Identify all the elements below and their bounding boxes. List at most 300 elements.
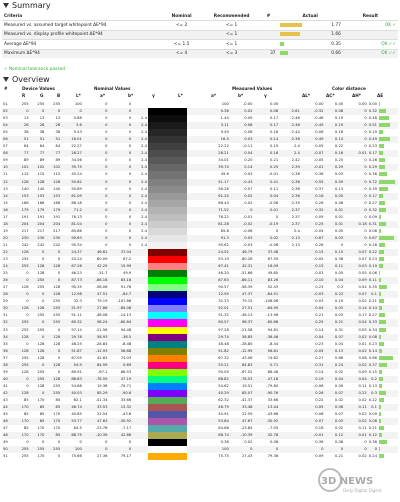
- cell-meas-l: 40.91: [218, 412, 229, 417]
- cell-r: 255: [21, 102, 29, 107]
- color-swatch: [148, 327, 187, 334]
- cell-meas-gamma: [279, 298, 301, 305]
- cell-dc: 0.03: [324, 235, 344, 242]
- cell-nom-b: 56.68: [109, 348, 133, 355]
- delta-bar: [379, 405, 381, 409]
- cell-meas-l: 32.33: [218, 299, 229, 304]
- overview-subheaders: [2, 93, 398, 100]
- cell-meas-l: 53.19: [218, 257, 229, 262]
- delta-bar: [379, 384, 382, 388]
- cell-meas-l: 91.3: [187, 235, 230, 242]
- cell-dh: 0.01: [344, 432, 368, 439]
- delta-bar: [379, 144, 384, 148]
- cell-meas-gamma: 2.13: [291, 242, 300, 247]
- cell-meas-gamma: [279, 348, 301, 355]
- cell-g: 255: [37, 285, 45, 290]
- cell-meas-a: 22.59: [241, 412, 253, 417]
- color-swatch: [148, 221, 187, 228]
- cell-dl: 0.19: [301, 376, 325, 383]
- cell-id: 41: [3, 383, 8, 388]
- color-swatch: [148, 150, 187, 157]
- delta-bar: [379, 243, 385, 247]
- delta-bar-cell: [378, 256, 398, 263]
- cell-nom-gamma: [132, 446, 148, 453]
- cell-g: 255: [30, 446, 46, 453]
- table-row: [2, 193, 398, 200]
- cell-nom-gamma: [132, 108, 148, 115]
- cell-dh: 0.05: [358, 327, 367, 332]
- cell-id: 23: [3, 257, 8, 262]
- subheader-5: b*: [128, 93, 134, 98]
- cell-r: 255: [21, 454, 29, 459]
- delta-bar: [379, 285, 387, 289]
- cell-b: 77: [45, 150, 61, 157]
- delta-bar: [379, 208, 386, 212]
- color-swatch: [148, 362, 187, 369]
- delta-bar-cell: [378, 425, 398, 432]
- delta-bar: [379, 201, 385, 205]
- cell-meas-b: 0.11: [269, 186, 279, 191]
- delta-bar-cell: [378, 122, 398, 129]
- cell-nom-gamma: [132, 298, 148, 305]
- cell-meas-b: 33.66: [267, 397, 279, 402]
- cell-nom-b: 0: [128, 102, 132, 107]
- cell-meas-a: 0.20: [244, 158, 253, 163]
- cell-nom-gamma: [132, 319, 148, 326]
- cell-nom-gamma: [132, 376, 148, 383]
- subheader-2: B: [57, 93, 61, 98]
- cell-id: 24: [2, 263, 14, 270]
- cell-nom-l: 9.43: [73, 130, 82, 135]
- cell-meas-a: -0.11: [242, 144, 253, 149]
- delta-bar-cell: [378, 284, 398, 291]
- cell-dl: 0.49: [301, 136, 325, 143]
- delta-bar: [379, 398, 384, 402]
- cell-de: 0.08: [368, 418, 378, 425]
- cell-nom-gamma: 2.4: [141, 172, 147, 177]
- cell-dl: -0.06: [313, 383, 324, 388]
- cell-nom-a: 0: [83, 221, 109, 228]
- cell-meas-b: 0.71: [254, 362, 280, 369]
- cell-dc: 0.09: [334, 383, 344, 388]
- cell-r: 166: [21, 200, 29, 205]
- color-swatch: [148, 164, 187, 171]
- cell-dl: -0.05: [313, 257, 324, 262]
- cell-meas-gamma: 2.46: [279, 122, 301, 129]
- cell-dc: 0.01: [324, 221, 344, 228]
- cell-meas-gamma: [279, 270, 301, 277]
- cell-meas-gamma: 2.37: [279, 207, 301, 214]
- cell-b: 230: [45, 235, 61, 242]
- cell-id: 04: [2, 122, 14, 129]
- color-swatch: [148, 270, 187, 277]
- subheader-10: γ: [264, 93, 267, 98]
- cell-r: 115: [21, 172, 29, 177]
- table-row: [2, 362, 398, 369]
- summary-heading[interactable]: Summary: [3, 1, 51, 10]
- cell-meas-a: -41.37: [240, 397, 253, 402]
- cell-meas-l: 67.41: [187, 263, 230, 270]
- cell-nom-gamma: [132, 404, 148, 411]
- table-row: [2, 418, 398, 425]
- cell-de: 0.67: [368, 235, 378, 242]
- cell-dl: -0.05: [313, 228, 324, 233]
- cell-meas-b: -0.19: [254, 221, 280, 228]
- cell-b: 170: [45, 418, 61, 425]
- cell-meas-b: 86.46: [267, 369, 279, 374]
- cell-nom-l: 88.63: [61, 376, 83, 383]
- cell-g: 0: [42, 299, 45, 304]
- cell-id: 46: [2, 418, 14, 425]
- cell-dc: 0.05: [334, 271, 344, 276]
- cell-dl: 0.05: [301, 404, 325, 411]
- cell-nom-gamma: 2.4: [132, 221, 148, 228]
- cell-nom-b: 42.66: [109, 432, 133, 439]
- cell-meas-gamma: [279, 263, 301, 270]
- cell-nom-b: -79.71: [119, 383, 132, 388]
- cell-meas-b: 52.43: [267, 285, 279, 290]
- color-swatch: [148, 235, 187, 242]
- cell-meas-l: 46.79: [187, 404, 230, 411]
- color-swatch: [148, 334, 187, 341]
- cell-nom-b: 0: [109, 207, 133, 214]
- summary-result: OK ✓: [343, 21, 398, 31]
- cell-nom-b: 86.53: [120, 369, 132, 374]
- cell-g: 255: [37, 369, 45, 374]
- delta-bar-cell: [378, 312, 398, 319]
- cell-nom-gamma: 2.4: [132, 193, 148, 200]
- color-swatch: [148, 376, 187, 383]
- cell-nom-l: 97.14: [71, 327, 82, 332]
- cell-de: 0.11: [368, 277, 378, 284]
- delta-bar-cell: [378, 200, 398, 207]
- cell-de: 0.21: [368, 299, 377, 304]
- cell-meas-a: 79.15: [241, 299, 253, 304]
- cell-dc: 0.02: [334, 426, 344, 431]
- cell-r: 128: [14, 390, 30, 397]
- cell-meas-a: 0: [230, 207, 254, 214]
- cell-meas-a: -0.03: [242, 242, 253, 247]
- delta-bar: [379, 165, 385, 169]
- cell-dh: 0: [344, 446, 368, 453]
- cell-de: 0.15: [368, 369, 377, 374]
- summary-row: [2, 40, 398, 50]
- cell-nom-gamma: [132, 397, 148, 404]
- color-swatch: [148, 432, 187, 439]
- cell-meas-l: 1.44: [220, 116, 229, 121]
- cell-dc: 0.59: [324, 179, 344, 186]
- cell-dl: 0.18: [315, 426, 324, 431]
- cell-nom-gamma: [132, 291, 148, 298]
- cell-g: 64: [39, 144, 45, 149]
- tolerance-note: ✓ Nominal tolerance passed: [4, 67, 65, 72]
- summary-recommended: <= 3: [204, 49, 259, 58]
- table-row: [2, 108, 398, 115]
- cell-g: 115: [37, 172, 45, 177]
- cell-b: 255: [45, 319, 61, 326]
- cell-b: 85: [45, 404, 61, 411]
- summary-criteria: Average ΔE*94: [2, 40, 159, 50]
- cell-g: 102: [30, 164, 46, 171]
- cell-meas-b: 83.26: [254, 277, 280, 284]
- cell-b: 255: [53, 299, 61, 304]
- color-swatch: [148, 305, 187, 312]
- cell-meas-a: -23.84: [240, 426, 253, 431]
- table-row: [2, 397, 398, 404]
- cell-dh: 0: [364, 214, 367, 219]
- cell-meas-l: 95.62: [218, 242, 229, 247]
- color-swatch: [148, 291, 187, 298]
- cell-meas-gamma: 2.13: [279, 235, 301, 242]
- cell-nom-b: -65.08: [109, 305, 133, 312]
- delta-bar: [379, 433, 382, 437]
- cell-g: 191: [37, 214, 45, 219]
- cell-meas-gamma: [279, 277, 301, 284]
- cell-meas-b: -0.06: [268, 200, 279, 205]
- cell-nom-a: 79.19: [96, 299, 108, 304]
- cell-nom-l: 46.23: [71, 271, 82, 276]
- cell-meas-b: 0.16: [254, 150, 280, 157]
- cell-nom-l: 54.9: [61, 362, 83, 369]
- cell-nom-b: 0: [109, 136, 133, 143]
- cell-nom-l: 85.86: [71, 228, 82, 233]
- cell-nom-gamma: [132, 411, 148, 418]
- summary-actual-bar: [280, 32, 300, 36]
- cell-dh: 0: [344, 207, 368, 214]
- cell-nom-l: 34.06: [71, 158, 82, 163]
- color-swatch: [148, 390, 187, 397]
- cell-nom-l: 91.11: [71, 313, 82, 318]
- cell-nom-b: -14.13: [119, 313, 132, 318]
- delta-bar: [379, 215, 381, 219]
- cell-de: 0.12: [368, 432, 378, 439]
- cell-b: 128: [45, 291, 61, 298]
- cell-de: 0.27: [368, 313, 377, 318]
- cell-nom-a: 0: [105, 158, 108, 163]
- cell-de: 0.06: [368, 271, 377, 276]
- cell-nom-a: 46.61: [83, 249, 109, 256]
- cell-de: 0.2: [368, 376, 378, 383]
- cell-nom-b: -90.6: [109, 390, 133, 397]
- table-row: [2, 404, 398, 411]
- summary-recommended: <= 1: [204, 40, 259, 50]
- cell-dh: 0: [344, 122, 368, 129]
- cell-nom-b: 15.99: [109, 263, 133, 270]
- cell-de: 0.39: [368, 186, 377, 191]
- color-swatch: [148, 207, 187, 214]
- table-row: [2, 453, 398, 460]
- cell-dl: 0.36: [315, 172, 324, 177]
- collapse-triangle-icon[interactable]: [3, 77, 9, 82]
- cell-g: 0: [30, 291, 46, 298]
- cell-meas-b: 0.00: [269, 102, 279, 107]
- cell-meas-gamma: 2.39: [279, 164, 301, 171]
- cell-nom-l: 66.18: [71, 200, 82, 205]
- cell-de: 0.19: [368, 263, 378, 270]
- cell-nom-gamma: 2.4: [132, 150, 148, 157]
- cell-r: 0: [26, 383, 29, 388]
- cell-meas-gamma: [279, 383, 301, 390]
- summary-hash: [259, 21, 277, 31]
- summary-result: OK ✓✓: [343, 49, 398, 58]
- overview-heading[interactable]: Overview: [3, 75, 50, 84]
- col-actual: Actual: [302, 14, 318, 19]
- cell-meas-a: 0.14: [230, 164, 254, 171]
- delta-bar-cell: [378, 235, 398, 242]
- delta-bar-cell: [378, 171, 398, 178]
- cell-meas-l: 28.21: [187, 150, 230, 157]
- color-swatch: [148, 115, 187, 122]
- cell-nom-gamma: 2.4: [132, 179, 148, 186]
- cell-dh: 0: [364, 130, 367, 135]
- cell-b: 128: [45, 376, 61, 383]
- cell-de: 0: [368, 446, 378, 453]
- cell-dl: 0.09: [315, 454, 324, 459]
- cell-meas-b: 0: [275, 214, 279, 219]
- cell-meas-gamma: [279, 425, 301, 432]
- cell-g: 166: [37, 200, 45, 205]
- cell-nom-l: 90.63: [61, 235, 83, 242]
- cell-g: 51: [30, 136, 46, 143]
- cell-g: 255: [37, 327, 45, 332]
- table-row: [2, 221, 398, 228]
- cell-nom-l: 100: [61, 446, 83, 453]
- delta-bar-cell: [378, 242, 398, 249]
- cell-meas-b: -7.05: [268, 426, 279, 431]
- cell-b: 153: [45, 193, 61, 200]
- cell-b: 170: [53, 426, 61, 431]
- delta-bar-cell: [378, 277, 398, 284]
- delta-bar: [379, 313, 385, 317]
- delta-bar: [379, 180, 395, 184]
- cell-id: 19: [3, 228, 8, 233]
- cell-nom-b: -107.86: [117, 299, 132, 304]
- cell-nom-gamma: [132, 439, 148, 446]
- cell-nom-b: -36.5: [109, 334, 133, 341]
- delta-bar-cell: [378, 305, 398, 312]
- cell-de: 0.28: [368, 242, 377, 247]
- cell-dh: 0.02: [344, 348, 368, 355]
- cell-nom-a: 80.09: [96, 257, 108, 262]
- cell-meas-gamma: 2.36: [279, 193, 301, 200]
- cell-dl: -0.05: [313, 158, 324, 163]
- cell-g: 255: [37, 102, 45, 107]
- cell-dc: 0.06: [324, 404, 344, 411]
- cell-nom-a: 19.38: [96, 383, 108, 388]
- cell-id: 42: [2, 390, 14, 397]
- cell-r: 179: [14, 207, 30, 214]
- color-swatch: [148, 143, 187, 150]
- cell-meas-gamma: [279, 439, 301, 446]
- cell-id: 51: [3, 454, 8, 459]
- cell-meas-gamma: [279, 411, 301, 418]
- cell-dl: 0.07: [301, 418, 325, 425]
- cell-nom-gamma: [132, 277, 148, 284]
- cell-g: 170: [37, 426, 45, 431]
- delta-bar-cell: [378, 432, 398, 439]
- cell-nom-gamma: [132, 341, 148, 348]
- cell-nom-l: 0: [61, 108, 83, 115]
- cell-nom-a: 0: [83, 136, 109, 143]
- cell-dl: 0.03: [315, 299, 324, 304]
- delta-bar: [379, 356, 394, 360]
- cell-nom-b: 0: [109, 108, 133, 115]
- cell-meas-l: 100: [221, 102, 229, 107]
- cell-nom-l: 67.26: [61, 263, 83, 270]
- cell-meas-gamma: 2.4: [279, 150, 301, 157]
- color-swatch: [148, 214, 187, 221]
- cell-dc: 0.02: [334, 369, 344, 374]
- cell-nom-a: 27.66: [83, 305, 109, 312]
- cell-meas-a: -58.39: [240, 285, 253, 290]
- cell-id: 03: [3, 116, 8, 121]
- watermark-brand: 3D NEWS: [321, 476, 374, 487]
- summary-actual-cell: [278, 30, 343, 40]
- cell-r: 217: [21, 228, 29, 233]
- table-row: [2, 348, 398, 355]
- cell-nom-gamma: 2.4: [141, 158, 147, 163]
- cell-nom-l: 16.01: [61, 136, 83, 143]
- cell-meas-l: 88.82: [187, 376, 230, 383]
- cell-meas-b: 37.48: [254, 249, 280, 256]
- cell-nom-a: 33.53: [83, 404, 109, 411]
- cell-id: 45: [3, 412, 8, 417]
- cell-g: 0: [30, 249, 46, 256]
- cell-meas-a: 80.28: [241, 257, 253, 262]
- cell-meas-a: -0.06: [242, 228, 253, 233]
- cell-nom-l: 75.66: [71, 454, 82, 459]
- cell-meas-l: 66.44: [218, 200, 229, 205]
- cell-nom-l: 50.62: [61, 179, 83, 186]
- color-swatch: [148, 418, 187, 425]
- cell-nom-gamma: [132, 369, 148, 376]
- cell-dh: 0.05: [358, 271, 367, 276]
- cell-meas-gamma: [279, 453, 301, 460]
- cell-de: 0.27: [368, 200, 377, 205]
- cell-r: 255: [21, 327, 29, 332]
- delta-bar-cell: [378, 348, 398, 355]
- cell-g: 255: [37, 313, 45, 318]
- cell-g: 128: [37, 341, 45, 346]
- cell-nom-l: 60.32: [61, 319, 83, 326]
- delta-bar-cell: [378, 383, 398, 390]
- cell-nom-a: -86.18: [83, 277, 109, 284]
- cell-nom-a: 0: [83, 150, 109, 157]
- delta-bar: [379, 264, 383, 268]
- cell-dl: 0.06: [315, 130, 324, 135]
- delta-bar: [379, 109, 386, 113]
- cell-nom-b: 67.2: [123, 257, 132, 262]
- table-row: [2, 432, 398, 439]
- cell-dl: -0.01: [301, 432, 325, 439]
- color-swatch: [148, 228, 187, 235]
- table-row: [2, 115, 398, 122]
- header-nominal-values: Nominal Values: [94, 86, 131, 91]
- cell-meas-b: 49.85: [267, 271, 279, 276]
- cell-b: 0: [57, 257, 61, 262]
- cell-meas-a: -0.02: [230, 221, 254, 228]
- cell-meas-b: -13.96: [266, 313, 279, 318]
- delta-bar: [379, 123, 390, 127]
- cell-r: 128: [14, 179, 30, 186]
- color-swatch: [148, 341, 187, 348]
- cell-dc: 0.08: [334, 440, 344, 445]
- cell-dl: 0.23: [315, 341, 324, 346]
- cell-dc: 0.21: [334, 454, 344, 459]
- collapse-triangle-icon[interactable]: [3, 3, 9, 8]
- delta-bar: [379, 250, 384, 254]
- cell-meas-gamma: [279, 390, 301, 397]
